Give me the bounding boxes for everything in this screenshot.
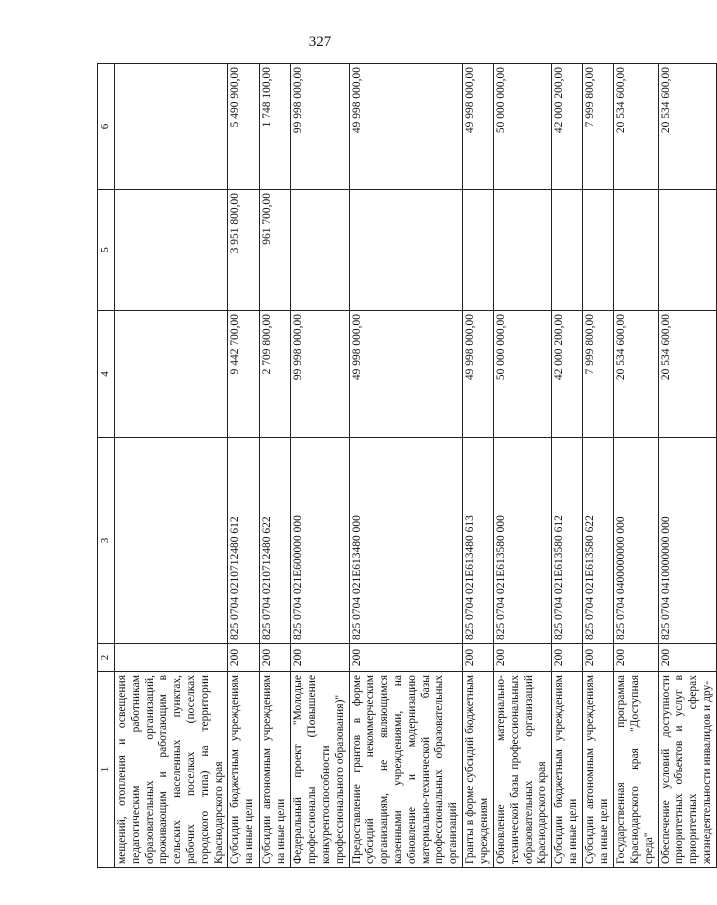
row-code: 200 [349, 644, 462, 672]
row-amount-total: 20 534 600,00 [658, 311, 716, 438]
row-description: Государственная программа Краснодарского края "Доступная среда" [614, 672, 658, 868]
row-amount-total: 99 998 000,00 [291, 311, 349, 438]
table-row [552, 64, 583, 868]
row-code: 200 [260, 644, 291, 672]
page-number: 327 [308, 34, 332, 50]
row-amount-total: 42 000 200,00 [552, 311, 583, 438]
row-amount-6: 42 000 200,00 [552, 64, 583, 190]
table-row [583, 64, 614, 868]
row-code: 200 [583, 644, 614, 672]
row-classification [115, 438, 228, 644]
row-description: Субсидии бюджетным учреждениям на иные цели [552, 672, 583, 868]
header-col-3: 3 [98, 438, 115, 644]
header-col-6: 6 [98, 64, 115, 190]
table-row [658, 64, 716, 868]
row-code: 200 [658, 644, 716, 672]
row-amount-6: 5 490 900,00 [228, 64, 260, 190]
row-classification: 825 0704 021E600000 000 [291, 438, 349, 644]
row-amount-6: 50 000 000,00 [493, 64, 551, 190]
row-amount-5: 961 700,00 [260, 190, 291, 311]
row-amount-5 [462, 190, 493, 311]
table-row [115, 64, 228, 868]
table-row [349, 64, 462, 868]
row-amount-6: 1 748 100,00 [260, 64, 291, 190]
row-classification: 825 0704 021E613580 000 [493, 438, 551, 644]
row-code: 200 [493, 644, 551, 672]
header-row [98, 64, 115, 868]
row-code: 200 [291, 644, 349, 672]
row-code: 200 [462, 644, 493, 672]
header-col-2: 2 [98, 644, 115, 672]
row-classification: 825 0704 0210712480 622 [260, 438, 291, 644]
row-description: Субсидии бюджетным учреждениям на иные цели [228, 672, 260, 868]
row-amount-6: 49 998 000,00 [349, 64, 462, 190]
row-amount-6: 99 998 000,00 [291, 64, 349, 190]
row-classification: 825 0704 021E613480 000 [349, 438, 462, 644]
row-code: 200 [614, 644, 658, 672]
row-amount-6: 49 998 000,00 [462, 64, 493, 190]
row-amount-6: 20 534 600,00 [658, 64, 716, 190]
row-amount-total: 2 709 800,00 [260, 311, 291, 438]
row-amount-6: 7 999 800,00 [583, 64, 614, 190]
row-amount-total: 7 999 800,00 [583, 311, 614, 438]
row-code: 200 [552, 644, 583, 672]
row-amount-5 [583, 190, 614, 311]
row-amount-6: 20 534 600,00 [614, 64, 658, 190]
row-amount-5 [493, 190, 551, 311]
row-description: Обеспечение условий доступности приоритетных объектов и услуг в приоритетных сферах жизнедеятельности инвалидов и дру- [658, 672, 716, 868]
row-description: Предоставление грантов в форме субсидий некоммерческим организациям, не являющимся казенными учреждениями, на обновление и модернизацию материально-технической базы профессиональных образовательных организаций [349, 672, 462, 868]
table-row [493, 64, 551, 868]
table-row [228, 64, 260, 868]
row-code: 200 [228, 644, 260, 672]
row-code [115, 644, 228, 672]
row-amount-5: 3 951 800,00 [228, 190, 260, 311]
table-row [614, 64, 658, 868]
row-description: Обновление материально-технической базы профессиональных образовательных организаций Краснодарского края [493, 672, 551, 868]
row-description: Субсидии автономным учреждениям на иные цели [260, 672, 291, 868]
row-classification: 825 0704 021E613580 612 [552, 438, 583, 644]
table-row [291, 64, 349, 868]
row-amount-total: 50 000 000,00 [493, 311, 551, 438]
row-description: Субсидии автономным учреждениям на иные цели [583, 672, 614, 868]
row-description: Гранты в форме субсидий бюджетным учреждениям [462, 672, 493, 868]
table-container [97, 64, 713, 868]
row-amount-5 [658, 190, 716, 311]
table-row [260, 64, 291, 868]
row-amount-5 [349, 190, 462, 311]
table-row [462, 64, 493, 868]
row-amount-total: 49 998 000,00 [462, 311, 493, 438]
row-amount-total: 9 442 700,00 [228, 311, 260, 438]
row-classification: 825 0704 021E613580 622 [583, 438, 614, 644]
header-col-4: 4 [98, 311, 115, 438]
row-amount-total [115, 311, 228, 438]
header-col-5: 5 [98, 190, 115, 311]
row-amount-5 [552, 190, 583, 311]
row-classification: 825 0704 0210712480 612 [228, 438, 260, 644]
row-amount-total: 49 998 000,00 [349, 311, 462, 438]
row-amount-5 [291, 190, 349, 311]
row-classification: 825 0704 0400000000 000 [614, 438, 658, 644]
budget-table [97, 63, 717, 868]
row-description: Федеральный проект "Молодые профессионалы (Повышение конкурентоспособности профессионального образования)" [291, 672, 349, 868]
row-amount-6 [115, 64, 228, 190]
row-classification: 825 0704 021E613480 613 [462, 438, 493, 644]
row-amount-5 [115, 190, 228, 311]
row-description: мещений, отопления и освещения педагогическим работникам образовательных организаций, проживающим и работающим в сельских населенных пунктах, рабочих поселках (поселках городского типа) на территории Краснодарского края [115, 672, 228, 868]
row-amount-total: 20 534 600,00 [614, 311, 658, 438]
row-amount-5 [614, 190, 658, 311]
row-classification: 825 0704 0410000000 000 [658, 438, 716, 644]
header-col-1: 1 [98, 672, 115, 868]
